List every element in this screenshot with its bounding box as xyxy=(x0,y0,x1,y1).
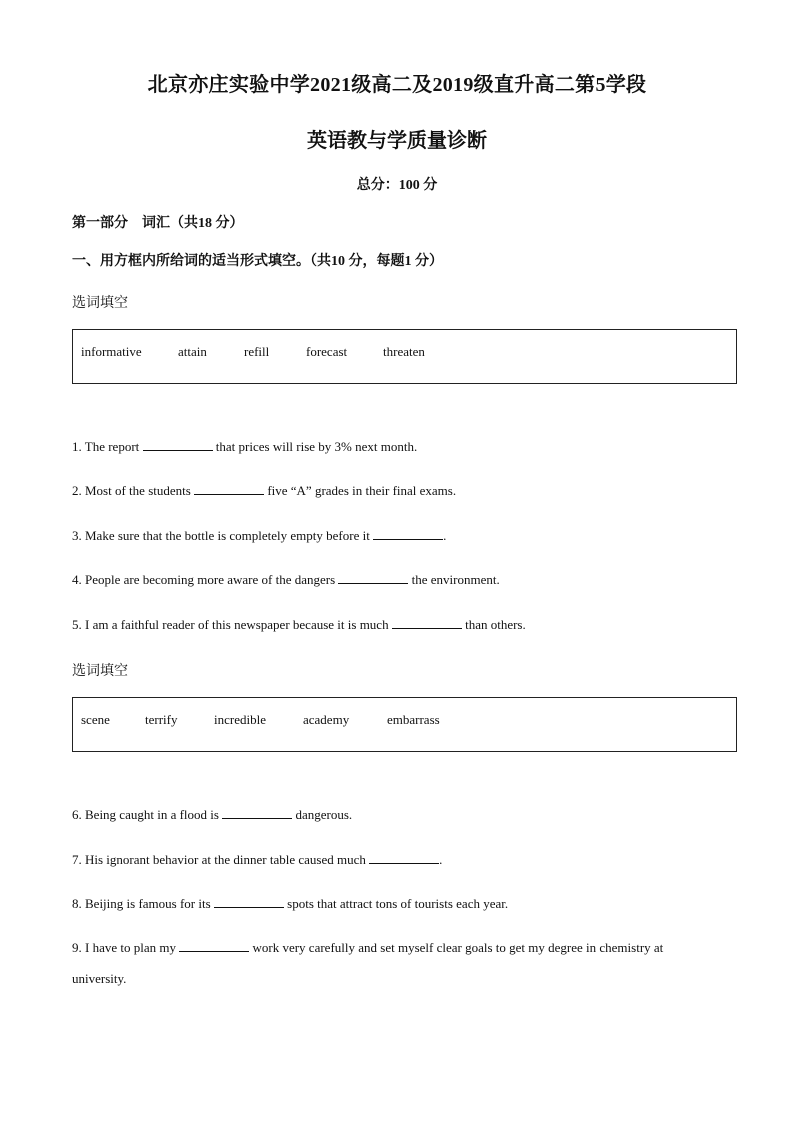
question-text: spots that attract tons of tourists each year. xyxy=(283,896,509,911)
word-bank-item: forecast xyxy=(306,344,348,359)
question-5 xyxy=(72,616,526,633)
part-label: 第一部分 xyxy=(72,216,128,231)
answer-blank[interactable] xyxy=(214,895,284,908)
question-7 xyxy=(72,851,442,868)
answer-blank[interactable] xyxy=(179,939,249,952)
question-text: work very carefully and set myself clear goals to get my degree in chemistry at university. xyxy=(72,940,664,986)
question-text: . xyxy=(443,528,447,543)
word-bank-item: embarrass xyxy=(387,712,440,727)
question-text: the environment. xyxy=(408,572,500,587)
answer-blank[interactable] xyxy=(143,438,213,451)
word-bank-box-2 xyxy=(72,697,737,752)
question-6 xyxy=(72,806,352,823)
document-title-line2: 英语教与学质量诊断 xyxy=(307,130,487,152)
word-bank-item: threaten xyxy=(383,344,425,359)
question-text: 5. I am a faithful reader of this newspaper because it is much xyxy=(72,617,392,632)
word-bank-item: attain xyxy=(178,344,207,359)
answer-blank[interactable] xyxy=(194,482,264,495)
question-text: 9. I have to plan my xyxy=(72,940,180,955)
question-text: . xyxy=(439,852,443,867)
answer-blank[interactable] xyxy=(373,527,443,540)
question-1 xyxy=(72,438,417,455)
question-text: that prices will rise by 3% next month. xyxy=(212,439,418,454)
word-bank-box-1 xyxy=(72,329,737,384)
question-text: 3. Make sure that the bottle is completely empty before it xyxy=(72,528,374,543)
word-bank-item: incredible xyxy=(214,712,266,727)
question-text: 7. His ignorant behavior at the dinner table caused much xyxy=(72,852,370,867)
question-text: 4. People are becoming more aware of the dangers xyxy=(72,572,339,587)
document-title-line1: 北京亦庄实验中学2021级高二及2019级直升高二第5学段 xyxy=(147,74,647,96)
word-bank-item: scene xyxy=(81,712,110,727)
total-score: 总分：100 分 xyxy=(356,178,438,193)
question-text: 1. The report xyxy=(72,439,143,454)
word-bank-item: academy xyxy=(303,712,350,727)
question-2 xyxy=(72,482,456,499)
word-bank-item: informative xyxy=(81,344,142,359)
section-instruction: 一、用方框内所给词的适当形式填空。（共10 分，每题1 分） xyxy=(72,254,443,269)
word-bank-item: refill xyxy=(244,344,270,359)
word-bank-item: terrify xyxy=(145,712,178,727)
question-text: dangerous. xyxy=(292,807,353,822)
part-heading xyxy=(72,212,244,232)
answer-blank[interactable] xyxy=(392,616,462,629)
answer-blank[interactable] xyxy=(222,806,292,819)
question-text: 8. Beijing is famous for its xyxy=(72,896,214,911)
part-name: 词汇（共18 分） xyxy=(142,216,244,231)
group1-subheading: 选词填空 xyxy=(72,295,128,311)
question-9 xyxy=(72,932,712,994)
question-text: 6. Being caught in a flood is xyxy=(72,807,223,822)
answer-blank[interactable] xyxy=(338,571,408,584)
group2-subheading: 选词填空 xyxy=(72,663,128,679)
question-8 xyxy=(72,895,508,912)
answer-blank[interactable] xyxy=(369,851,439,864)
question-3 xyxy=(72,527,446,544)
question-4 xyxy=(72,571,500,588)
question-text: than others. xyxy=(461,617,526,632)
question-text: five “A” grades in their final exams. xyxy=(264,483,457,498)
question-text: 2. Most of the students xyxy=(72,483,195,498)
